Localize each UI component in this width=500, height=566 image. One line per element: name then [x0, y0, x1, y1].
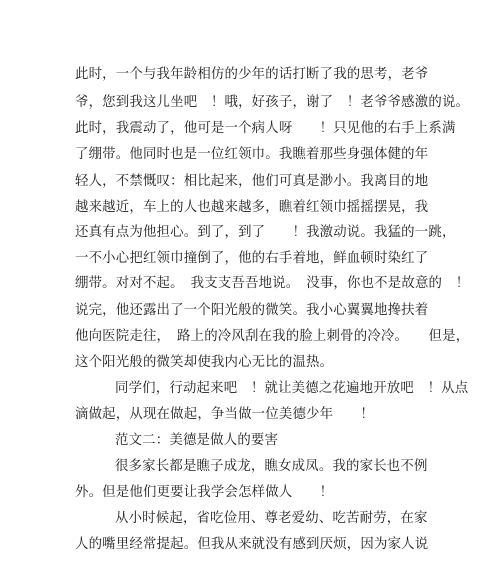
paragraph-line: 此时，一个与我年龄相仿的少年的话打断了我的思考，老爷: [75, 67, 429, 82]
paragraph-line: 轻人，不禁慨叹：相比起来，他们可真是渺小。我离目的地: [75, 174, 429, 189]
paragraph-line: 同学们，行动起来吧 ！就让美德之花遍地开放吧 ！从点: [115, 381, 469, 396]
paragraph-line: 绷带。对对不起。 我支支吾吾地说。 没事，你也不是故意的 ！: [75, 276, 470, 291]
paragraph-line: 这个阳光般的微笑却使我内心无比的温热。: [75, 355, 334, 370]
paragraph-line: 从小时候起，省吃俭用、尊老爱幼、吃苦耐劳，在家: [115, 511, 428, 526]
paragraph-line: 还真有点为他担心。到了，到了 ！我激动说。我猛的一跳，: [75, 225, 456, 240]
paragraph-line: 越来越近，车上的人也越来越多，瞧着红领巾摇摇摆晃，我: [75, 200, 429, 215]
paragraph-line: 说完，他还露出了一个阳光般的微笑。我小心翼翼地搀扶着: [75, 303, 429, 318]
paragraph-line: 人的嘴里经常提起。但我从来就没有感到厌烦，因为家人说: [75, 537, 429, 552]
paragraph-line: 爷，您到我这儿坐吧 ！哦，好孩子，谢了 ！老爷爷感激的说。: [75, 95, 470, 110]
section-heading: 范文二：美德是做人的要害: [115, 433, 279, 448]
paragraph-line: 此时，我震动了，他可是一个病人呀 ！只见他的右手上系满: [75, 121, 456, 136]
paragraph-line: 了绷带。他同时也是一位红领巾。我瞧着那些身强体健的年: [75, 147, 429, 162]
paragraph-line: 外。但是他们更要让我学会怎样做人 ！: [75, 485, 334, 500]
paragraph-line: 他向医院走往， 路上的冷风刮在我的脸上刺骨的冷冷。 但是，: [75, 329, 470, 344]
paragraph-line: 一不小心把红领巾撞倒了，他的右手着地，鲜血顿时染红了: [75, 251, 429, 266]
paragraph-line: 滴做起，从现在做起，争当做一位美德少年 ！: [75, 407, 374, 422]
paragraph-line: 很多家长都是瞧子成龙，瞧女成凤。我的家长也不例: [115, 459, 428, 474]
